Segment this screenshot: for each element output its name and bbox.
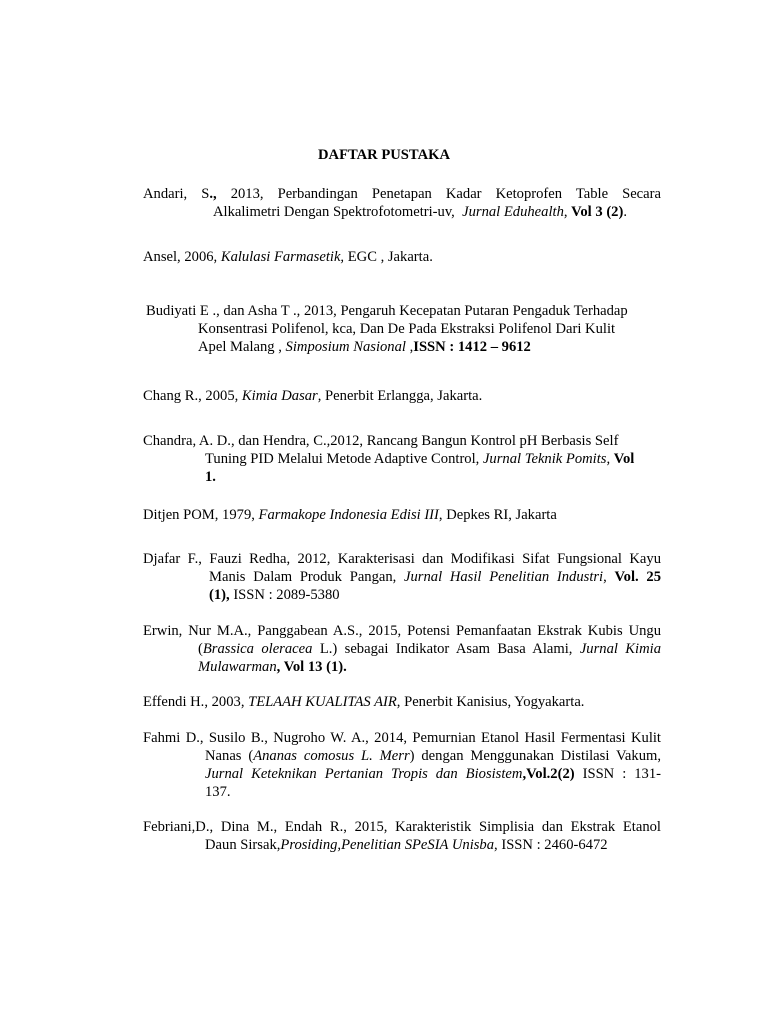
ref-text: ) dengan Menggunakan Distilasi Vakum, [409,748,661,764]
ref-line [143,586,661,604]
ref-journal: Jurnal Eduhealth [462,204,564,220]
ref-text: Chang R., 2005, [143,388,242,404]
ref-text: , Depkes RI, Jakarta [438,507,557,523]
ref-text: Daun Sirsak, [205,837,281,853]
ref-sep: , [405,339,414,355]
reference-fahmi [143,729,661,801]
ref-sep: , [563,204,572,220]
ref-volume: (1), [209,587,230,603]
ref-text: Ditjen POM, 1979, [143,507,259,523]
ref-title: Farmakope Indonesia Edisi III [258,507,439,523]
ref-text: Budiyati E ., dan Asha T ., 2013, Pengaruh Kecepatan Putaran Pengaduk Terhadap [146,303,628,319]
ref-text: , Penerbit Erlangga, Jakarta. [317,388,483,404]
ref-line [143,747,661,765]
ref-line [143,765,661,783]
ref-line [143,203,661,221]
reference-effendi [143,693,661,711]
ref-journal: Mulawarman [198,659,277,675]
reference-andari [143,185,661,221]
ref-issn: ISSN : 1412 – 9612 [413,339,531,355]
ref-line [143,658,661,676]
ref-line [143,248,661,266]
ref-text: 2013, Perbandingan Penetapan Kadar Ketoprofen Table Secara [216,186,661,202]
ref-journal: Prosiding,Penelitian SPeSIA Unisba [280,837,495,853]
ref-text: Ansel, 2006, [143,249,221,265]
ref-journal: Jurnal Keteknikan Pertanian Tropis dan Biosistem [205,766,523,782]
ref-text: 137. [205,784,231,800]
ref-line [143,468,661,486]
reference-erwin [143,622,661,676]
ref-volume: ,Vol.2(2) [522,766,575,782]
ref-text: , Penerbit Kanisius, Yogyakarta. [396,694,585,710]
reference-budiyati [146,302,664,356]
ref-issn: ISSN : 2089-5380 [229,587,340,603]
ref-text: Febriani,D., Dina M., Endah R., 2015, Karakteristik Simplisia dan Ekstrak Etanol [143,819,661,835]
ref-title: Kalulasi Farmasetik, [220,249,345,265]
ref-line [143,729,661,747]
ref-volume: , Vol 13 (1). [276,659,347,675]
ref-line [143,387,661,405]
ref-line [143,506,661,524]
reference-chang [143,387,661,405]
ref-title: Kimia Dasar [241,388,318,404]
ref-line [143,818,661,836]
ref-journal: Simposium Nasional [285,339,406,355]
ref-issn: , ISSN : 2460-6472 [494,837,608,853]
ref-line [143,550,661,568]
ref-species: Brassica oleracea [202,641,313,657]
ref-text: L.) sebagai Indikator Asam Basa Alami, [312,641,580,657]
ref-text: Fahmi D., Susilo B., Nugroho W. A., 2014, Pemurnian Etanol Hasil Fermentasi Kulit [143,730,661,746]
ref-end: . [623,204,627,220]
ref-text: Effendi H., 2003, [143,694,249,710]
ref-volume: 1. [205,469,216,485]
ref-text: Chandra, A. D., dan Hendra, C.,2012, Rancang Bangun Kontrol pH Berbasis Self [143,433,619,449]
ref-author: Andari, S [143,186,210,202]
ref-text: Tuning PID Melalui Metode Adaptive Control, [205,451,483,467]
reference-chandra [143,432,661,486]
ref-volume: Vol [613,451,635,467]
ref-text: Manis Dalam Produk Pangan, [209,569,405,585]
ref-line [143,568,661,586]
ref-text: Erwin, Nur M.A., Panggabean A.S., 2015, Potensi Pemanfaatan Ekstrak Kubis Ungu [143,623,661,639]
reference-djafar [143,550,661,604]
ref-punct: ., [209,186,217,202]
reference-ditjen [143,506,661,524]
ref-line [143,693,661,711]
ref-journal: Jurnal Teknik Pomits, [482,451,611,467]
ref-journal: Jurnal Hasil Penelitian Industri [404,569,604,585]
ref-line [143,836,661,854]
ref-text: Nanas ( [205,748,254,764]
ref-line [143,622,661,640]
ref-line [143,450,661,468]
ref-issn: ISSN : 131- [574,766,661,782]
ref-line [146,338,664,356]
ref-text: EGC , Jakarta. [344,249,433,265]
ref-text: ( [198,641,203,657]
ref-text: Konsentrasi Polifenol, kca, Dan De Pada Ekstraksi Polifenol Dari Kulit [198,321,616,337]
ref-volume: Vol 3 (2) [571,204,624,220]
ref-line [146,320,664,338]
ref-text: Djafar F., Fauzi Redha, 2012, Karakterisasi dan Modifikasi Sifat Fungsional Kayu [143,551,661,567]
ref-line [143,783,661,801]
ref-title: TELAAH KUALITAS AIR [248,694,397,710]
ref-line [143,185,661,203]
reference-ansel [143,248,661,266]
ref-line [143,640,661,658]
ref-volume: Vol. 25 [614,569,661,585]
ref-sep: , [603,569,615,585]
ref-line [146,302,664,320]
ref-text: Alkalimetri Dengan Spektrofotometri-uv, [213,204,455,220]
ref-journal: Jurnal Kimia [579,641,661,657]
page-title: DAFTAR PUSTAKA [317,147,451,163]
ref-species: Ananas comosus L. Merr [253,748,410,764]
ref-text: Apel Malang , [198,339,286,355]
reference-febriani [143,818,661,854]
ref-line [143,432,661,450]
